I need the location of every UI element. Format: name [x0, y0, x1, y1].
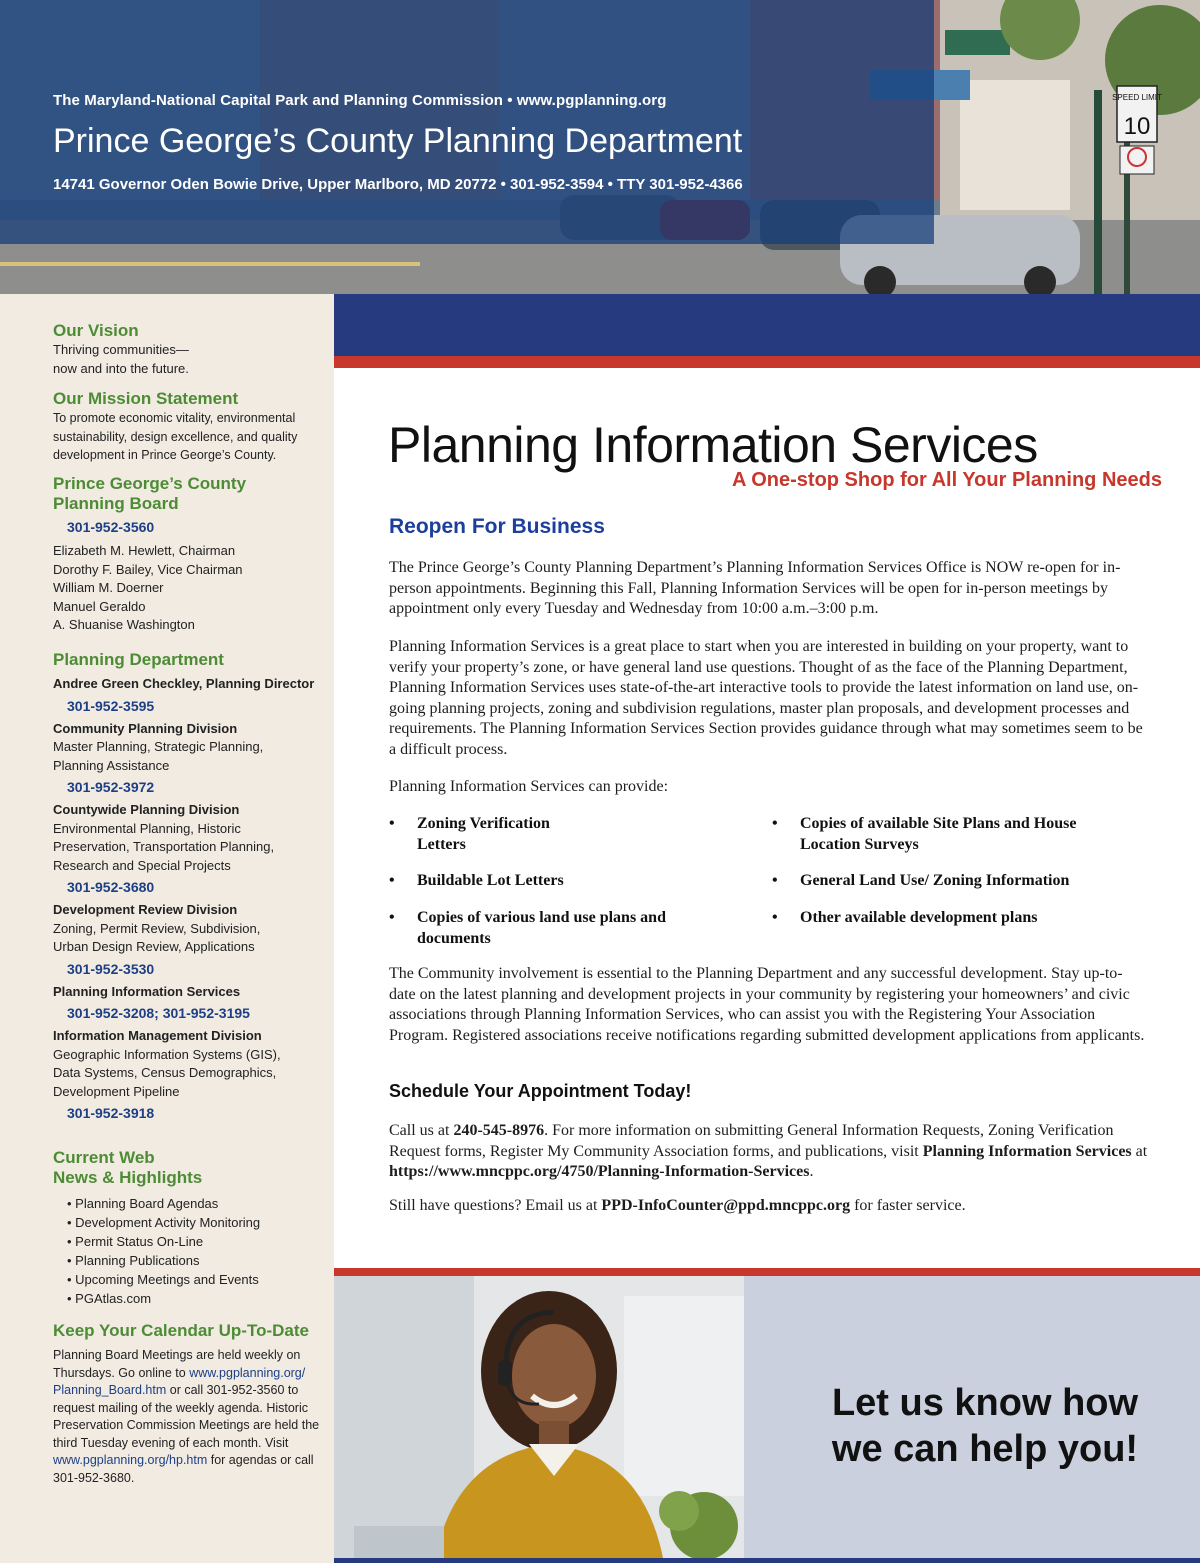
mission-text: To promote economic vitality, environmental sustainability, design excellence, and quality development in Prince George’s County.: [53, 411, 298, 462]
department-heading: Planning Department: [53, 650, 224, 669]
board-member: Dorothy F. Bailey, Vice Chairman: [53, 561, 243, 577]
paragraph-call: [389, 1121, 1149, 1183]
board-member: A. Shuanise Washington: [53, 617, 195, 632]
bottom-navy-line: [334, 1558, 1200, 1563]
commission-line: The Maryland-National Capital Park and Planning Commission • www.pgplanning.org: [53, 92, 667, 109]
header-banner: [0, 0, 1200, 294]
bullet-text: Copies of available Site Plans and House Location Surveys: [800, 815, 1077, 853]
board-heading-1: Prince George’s County: [53, 474, 247, 493]
web-list-item[interactable]: • Development Activity Monitoring: [67, 1213, 323, 1232]
web-list-item[interactable]: • PGAtlas.com: [67, 1289, 323, 1308]
bullet-dot: •: [772, 909, 778, 926]
email-text-2: for faster service.: [850, 1197, 966, 1214]
board-member: Manuel Geraldo: [53, 598, 146, 614]
bullet-dot: •: [389, 815, 395, 832]
call-text-1: Call us at: [389, 1122, 454, 1139]
mission-heading: Our Mission Statement: [53, 389, 239, 408]
division-phone: 301-952-3208; 301-952-3195: [67, 1005, 250, 1021]
director-name: Andree Green Checkley, Planning Director: [53, 676, 315, 691]
web-highlights-block: [53, 1148, 323, 1308]
division-desc: Environmental Planning, Historic Preservation, Transportation Planning, Research and Special Projects: [53, 820, 275, 873]
page-title: Planning Information Services: [388, 417, 1038, 473]
paragraph-email: [389, 1196, 1149, 1217]
division-phone: 301-952-3918: [67, 1105, 155, 1121]
paragraph-reopen: The Prince George’s County Planning Department’s Planning Information Services Office is NOW re-open for in-person appointments. Beginning this Fall, Planning Information Services will be open for in-person meetings by appointment only every Tuesday and Wednesday from 10:00 a.m.–3:00 p.m.: [389, 559, 1121, 618]
web-list-item[interactable]: • Planning Board Agendas: [67, 1194, 323, 1213]
division-desc: Master Planning, Strategic Planning, Planning Assistance: [53, 739, 264, 773]
division-phone: 301-952-3972: [67, 779, 155, 795]
pis-link-text[interactable]: Planning Information Services: [922, 1142, 1132, 1160]
web-list: [53, 1194, 323, 1308]
web-heading-2: News & Highlights: [53, 1168, 203, 1187]
agent-illustration: [334, 1276, 744, 1563]
bullet-text: Copies of various land use plans and documents: [417, 909, 666, 947]
vision-heading: Our Vision: [53, 321, 139, 340]
division-desc: Geographic Information Systems (GIS), Data Systems, Census Demographics, Development Pipeline: [53, 1046, 281, 1099]
board-phone: 301-952-3560: [67, 519, 155, 535]
mission-block: [53, 389, 315, 465]
paragraph-can-provide: Planning Information Services can provide:: [389, 778, 669, 795]
vision-line-2: now and into the future.: [53, 360, 189, 376]
vision-block: [53, 321, 323, 378]
department-title: Prince George’s County Planning Department: [53, 122, 743, 160]
cta-text: [800, 1380, 1170, 1472]
board-heading-2: Planning Board: [53, 494, 179, 513]
division-phone: 301-952-3680: [67, 879, 155, 895]
board-member: William M. Doerner: [53, 580, 164, 595]
web-list-item[interactable]: • Planning Publications: [67, 1251, 323, 1270]
top-navy-band: [334, 294, 1200, 356]
page-subtitle: A One-stop Shop for All Your Planning Needs: [731, 469, 1162, 491]
address-line: 14741 Governor Oden Bowie Drive, Upper Marlboro, MD 20772 • 301-952-3594 • TTY 301-952-4366: [53, 176, 743, 193]
top-red-stripe: [334, 356, 1200, 368]
bullet-text: Zoning Verification Letters: [417, 815, 550, 853]
calendar-heading: Keep Your Calendar Up-To-Date: [53, 1321, 309, 1340]
bullet-dot: •: [389, 872, 395, 889]
bullet-text: Other available development plans: [800, 909, 1038, 926]
bullet-text: General Land Use/ Zoning Information: [800, 872, 1070, 889]
director-phone: 301-952-3595: [67, 697, 155, 714]
division-name: Planning Information Services: [53, 983, 241, 999]
division-name: Development Review Division: [53, 902, 238, 917]
calendar-text-1: Planning Board Meetings are held weekly on Thursdays. Go online to: [53, 1348, 301, 1380]
board-member: Elizabeth M. Hewlett, Chairman: [53, 543, 236, 558]
division-name: Countywide Planning Division: [53, 802, 240, 817]
web-list-item[interactable]: • Upcoming Meetings and Events: [67, 1270, 323, 1289]
reopen-heading: Reopen For Business: [389, 515, 605, 538]
division-name: Information Management Division: [53, 1028, 262, 1043]
web-heading-1: Current Web: [53, 1148, 155, 1167]
calendar-text-2: or call 301-952-3560 to request mailing of the weekly agenda. Historic Preservation Commission Meetings are held the third Tuesday evening of each month. Visit: [53, 1383, 320, 1450]
planning-board-link[interactable]: www.pgplanning.org/ Planning_Board.htm: [53, 1365, 306, 1397]
speed-sign-label: SPEED LIMIT: [1112, 93, 1162, 102]
planning-department-block: [53, 650, 323, 1123]
division-desc: Zoning, Permit Review, Subdivision, Urban Design Review, Applications: [53, 920, 261, 954]
hp-link[interactable]: www.pgplanning.org/hp.htm: [53, 1453, 208, 1467]
email-text-1: Still have questions? Email us at: [389, 1197, 602, 1214]
vision-line-1: Thriving communities—: [53, 342, 189, 357]
call-text-3: at: [1131, 1142, 1148, 1160]
paragraph-about: Planning Information Services is a great place to start when you are interested in building on your property, want to verify your property’s zone, or have general land use questions. Thought of as the face of the Planning Department, Planning Information Services uses state-of-the-art interactive tools to provide the latest information on land use, on-going planning projects, zoning and subdivision regulations, master plan proposals, and development processes and requirements. The Planning Information Services Section provides guidance through what may sometimes seem to be a difficult process.: [389, 638, 1143, 758]
division-phone: 301-952-3530: [67, 960, 155, 977]
calendar-block: [53, 1321, 321, 1487]
division-name: Community Planning Division: [53, 720, 238, 736]
bullet-dot: •: [772, 872, 778, 889]
bullet-text: Buildable Lot Letters: [417, 872, 564, 889]
calendar-text-3: for agendas or call 301-952-3680.: [53, 1453, 314, 1485]
paragraph-community: The Community involvement is essential to the Planning Department and any successful development. Stay up-to-date on the latest planning and development projects in your community by registering your homeowners’ and civic associations through Planning Information Services, who can assist you with the Registering Your Association Program. Registered associations receive notifications regarding submitted development applications from applicants.: [389, 965, 1145, 1044]
speed-sign-value: 10: [1123, 113, 1151, 140]
cta-line-2: we can help you!: [831, 1428, 1139, 1470]
bullet-dot: •: [772, 815, 778, 832]
calendar-text: [53, 1347, 321, 1487]
board-members: [53, 542, 323, 635]
call-phone[interactable]: 240-545-8976: [453, 1122, 545, 1139]
schedule-heading: Schedule Your Appointment Today!: [389, 1081, 692, 1101]
email-link[interactable]: PPD-InfoCounter@ppd.mncppc.org: [601, 1197, 851, 1214]
call-text-4: .: [809, 1163, 814, 1181]
bottom-red-stripe: [334, 1268, 1200, 1276]
cta-line-1: Let us know how: [831, 1382, 1139, 1424]
customer-service-photo: [334, 1276, 744, 1563]
call-text-2: . For more information on submitting General Information Requests, Zoning Verification Request forms, Register My Community Association forms, and publications, visit: [389, 1122, 1114, 1160]
pis-url-link[interactable]: https://www.mncppc.org/4750/Planning-Information-Services: [389, 1163, 810, 1181]
planning-board-block: [53, 474, 323, 635]
bullet-dot: •: [389, 909, 395, 926]
web-list-item[interactable]: • Permit Status On-Line: [67, 1232, 323, 1251]
